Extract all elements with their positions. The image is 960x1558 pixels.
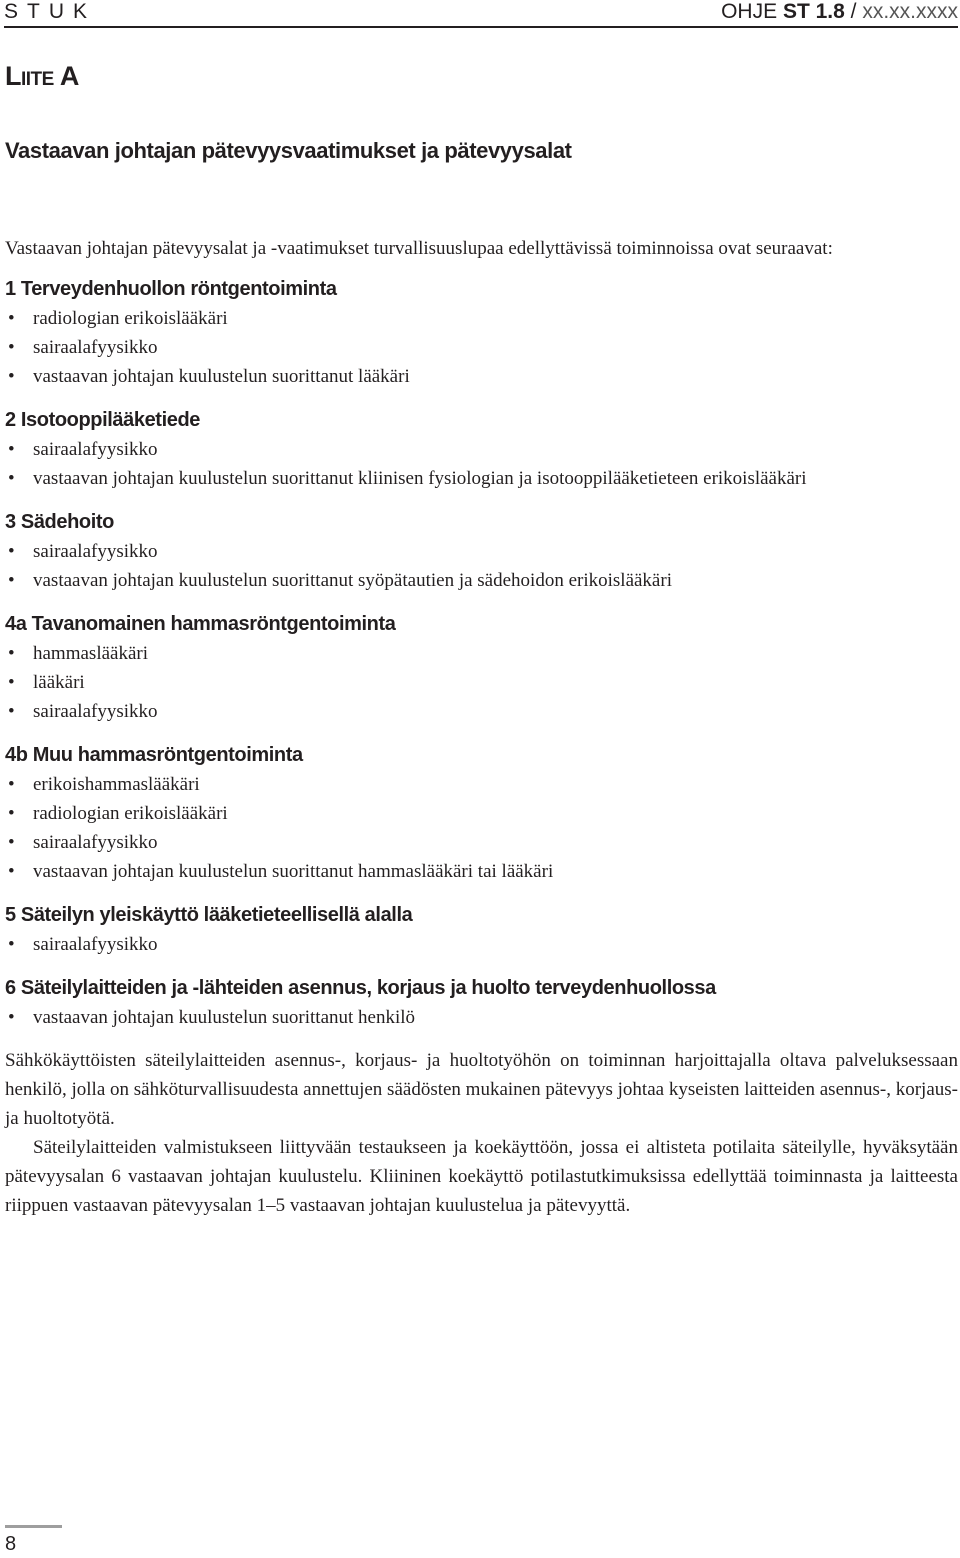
doc-date: xx.xx.xxxx (862, 0, 958, 23)
list-item (5, 857, 958, 886)
list-item (5, 304, 958, 333)
body-paragraph: Sähkökäyttöisten säteilylaitteiden asennus-, korjaus- ja huoltotyöhön on toiminnan harjoittajalla oltava palveluksessaan henkilö, jolla on sähköturvallisuudesta annettujen säädösten mukainen pätevyys johtaa kyseisten laitteiden asennus-, korjaus- ja huoltotyötä. (5, 1050, 958, 1129)
list-item (5, 668, 958, 697)
list-item-text: sairaalafyysikko (33, 337, 158, 358)
doc-id: ST 1.8 (782, 0, 845, 23)
section-heading: 6 Säteilylaitteiden ja -lähteiden asennus, korjaus ja huolto terveydenhuollossa (5, 977, 716, 999)
body-paragraph: Säteilylaitteiden valmistukseen liittyvään testaukseen ja koekäyttöön, jossa ei altisteta potilaita säteilylle, hyväksytään pätevyysalan 6 vastaavan johtajan kuulustelu. Kliininen koekäyttö potilastutkimuksissa edellyttää toiminnasta ja laitteesta riippuen vastaavan pätevyysalan 1–5 vastaavan johtajan kuulustelua ja pätevyyttä. (5, 1137, 958, 1216)
list-item-text: sairaalafyysikko (33, 832, 158, 853)
list-item (5, 362, 958, 391)
qualification-list (5, 1003, 958, 1032)
list-item-text: sairaalafyysikko (33, 701, 158, 722)
appendix-label (5, 60, 79, 96)
list-item (5, 770, 958, 799)
qualification-sections (5, 274, 958, 1032)
list-item (5, 930, 958, 959)
appendix-letter: A (53, 61, 79, 91)
bullet-icon: • (8, 308, 15, 329)
bullet-icon: • (8, 934, 15, 955)
list-item-text: hammaslääkäri (33, 643, 149, 664)
bullet-icon: • (8, 672, 15, 693)
section-heading: 4a Tavanomainen hammasröntgentoiminta (5, 613, 396, 635)
list-item-text: vastaavan johtajan kuulustelun suorittanut henkilö (33, 1007, 416, 1028)
list-item-text: sairaalafyysikko (33, 934, 158, 955)
list-item (5, 464, 958, 493)
qualification-list (5, 304, 958, 391)
bullet-icon: • (8, 701, 15, 722)
section-heading: 5 Säteilyn yleiskäyttö lääketieteellisellä alalla (5, 904, 413, 926)
list-item (5, 639, 958, 668)
brand-name: STUK (4, 0, 97, 23)
list-item-text: lääkäri (33, 672, 85, 693)
doc-prefix: OHJE (721, 0, 778, 23)
intro-paragraph: Vastaavan johtajan pätevyysalat ja -vaatimukset turvallisuuslupaa edellyttävissä toiminnoissa ovat seuraavat: (5, 238, 833, 259)
qualification-list (5, 537, 958, 595)
qualification-list (5, 435, 958, 493)
bullet-icon: • (8, 803, 15, 824)
list-item (5, 435, 958, 464)
list-item-text: vastaavan johtajan kuulustelun suorittanut syöpätautien ja sädehoidon erikoislääkäri (33, 570, 672, 591)
footer-divider (5, 1525, 62, 1528)
list-item-text: vastaavan johtajan kuulustelun suorittanut hammaslääkäri tai lääkäri (33, 861, 554, 882)
appendix-initial: L (5, 61, 21, 91)
qualification-list (5, 770, 958, 886)
qualification-list (5, 930, 958, 959)
bullet-icon: • (8, 774, 15, 795)
list-item-text: vastaavan johtajan kuulustelun suorittanut lääkäri (33, 366, 410, 387)
list-item (5, 1003, 958, 1032)
list-item (5, 697, 958, 726)
page-header (4, 0, 958, 28)
document-reference (721, 0, 958, 24)
page-title: Vastaavan johtajan pätevyysvaatimukset ja pätevyysalat (5, 138, 572, 163)
doc-separator: / (844, 0, 863, 23)
list-item (5, 566, 958, 595)
bullet-icon: • (8, 861, 15, 882)
list-item-text: sairaalafyysikko (33, 541, 158, 562)
section-heading: 4b Muu hammasröntgentoiminta (5, 744, 303, 766)
bullet-icon: • (8, 439, 15, 460)
list-item (5, 828, 958, 857)
main-content (5, 234, 958, 1220)
bullet-icon: • (8, 541, 15, 562)
list-item (5, 537, 958, 566)
bullet-icon: • (8, 1007, 15, 1028)
appendix-small-caps: IITE (21, 69, 54, 90)
list-item-text: radiologian erikoislääkäri (33, 308, 228, 329)
list-item (5, 799, 958, 828)
body-paragraphs (5, 1046, 958, 1220)
bullet-icon: • (8, 643, 15, 664)
section-heading: 3 Sädehoito (5, 511, 114, 533)
bullet-icon: • (8, 570, 15, 591)
bullet-icon: • (8, 366, 15, 387)
section-heading: 2 Isotooppilääketiede (5, 409, 200, 431)
bullet-icon: • (8, 832, 15, 853)
page-number: 8 (5, 1533, 17, 1555)
list-item-text: sairaalafyysikko (33, 439, 158, 460)
bullet-icon: • (8, 337, 15, 358)
list-item-text: radiologian erikoislääkäri (33, 803, 228, 824)
list-item-text: erikoishammaslääkäri (33, 774, 200, 795)
list-item (5, 333, 958, 362)
qualification-list (5, 639, 958, 726)
list-item-text: vastaavan johtajan kuulustelun suorittanut kliinisen fysiologian ja isotooppilääketieteen erikoislääkäri (33, 468, 807, 489)
section-heading: 1 Terveydenhuollon röntgentoiminta (5, 278, 337, 300)
bullet-icon: • (8, 468, 15, 489)
